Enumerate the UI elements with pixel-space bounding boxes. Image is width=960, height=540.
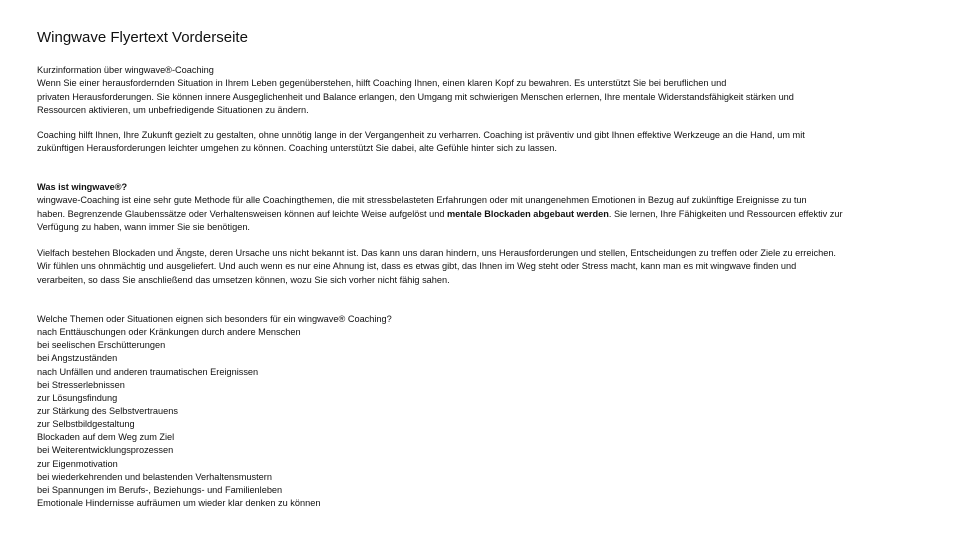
paragraph-blockaden (37, 247, 836, 287)
list-item: bei Weiterentwicklungsprozessen (37, 445, 174, 456)
section-kurzinformation (37, 64, 794, 117)
text-line: zukünftigen Herausforderungen leichter umgehen zu können. Coaching unterstützt Sie dabei, alte Gefühle hinter sich zu lassen. (37, 143, 557, 154)
text-line: Wir fühlen uns ohnmächtig und ausgeliefert. Und auch wenn es nur eine Ahnung ist, dass es etwas gibt, das Ihnen im Weg steht oder Stress macht, kann man es mit wingwave finden und (37, 261, 797, 272)
bold-text-segment: mentale Blockaden abgebaut werden (446, 208, 609, 219)
list-item: zur Eigenmotivation (37, 458, 118, 469)
text-line: privaten Herausforderungen. Sie können innere Ausgeglichenheit und Balance erlangen, den Umgang mit schwierigen Menschen erlernen, Ihre mentale Widerstandsfähigkeit stärken und (37, 91, 794, 102)
list-item: bei wiederkehrenden und belastenden Verhaltensmustern (37, 471, 272, 482)
list-item: bei Spannungen im Berufs-, Beziehungs- und Familienleben (37, 484, 283, 495)
text-line: Verfügung zu haben, wann immer Sie sie benötigen. (37, 221, 250, 232)
section-heading: Was ist wingwave®? (37, 182, 128, 192)
text-line: Wenn Sie einer herausfordernden Situation in Ihrem Leben gegenüberstehen, hilft Coaching Ihnen, einen klaren Kopf zu bewahren. Es unterstützt Sie bei beruflichen und (37, 78, 727, 89)
section-heading: Kurzinformation über wingwave®-Coaching (37, 65, 214, 75)
paragraph-coaching-zukunft (37, 129, 805, 156)
list-item: bei seelischen Erschütterungen (37, 340, 166, 351)
section-was-ist-wingwave (37, 181, 843, 234)
text-segment: . Sie lernen, Ihre Fähigkeiten und Ressourcen effektiv zur (608, 208, 843, 219)
text-line: Coaching hilft Ihnen, Ihre Zukunft gezielt zu gestalten, ohne unnötig lange in der Vergangenheit zu verharren. Coaching ist präventiv und gibt Ihnen effektive Werkzeuge an die Hand, um mit (37, 130, 805, 140)
list-item: zur Stärkung des Selbstvertrauens (37, 405, 178, 416)
text-line: Vielfach bestehen Blockaden und Ängste, deren Ursache uns nicht bekannt ist. Das kann uns daran hindern, uns Herausforderungen und stellen, Entscheidungen zu treffen oder Ziele zu erreichen. (37, 248, 836, 258)
text-line (37, 208, 843, 221)
text-segment: haben. Begrenzende Glaubenssätze oder Verhaltensweisen können auf leichte Weise aufgelöst und (37, 208, 447, 219)
list-item: nach Enttäuschungen oder Kränkungen durch andere Menschen (37, 327, 301, 338)
list-item: bei Stresserlebnissen (37, 379, 125, 390)
section-themen (37, 313, 392, 510)
section-heading: Welche Themen oder Situationen eignen sich besonders für ein wingwave® Coaching? (37, 314, 392, 324)
list-item: zur Selbstbildgestaltung (37, 419, 135, 430)
text-line: verarbeiten, so dass Sie anschließend das umsetzen können, wozu Sie sich vorher nicht fähig sahen. (37, 274, 450, 285)
text-line: Ressourcen aktivieren, um unbefriedigende Situationen zu ändern. (37, 104, 309, 115)
text-line: wingwave-Coaching ist eine sehr gute Methode für alle Coachingthemen, die mit stressbelasteten Erfahrungen oder mit unangenehmen Emotionen in Bezug auf zukünftige Ereignisse zu tun (37, 195, 807, 206)
list-item: Blockaden auf dem Weg zum Ziel (37, 432, 175, 443)
page-title: Wingwave Flyertext Vorderseite (37, 29, 248, 46)
list-item: zur Lösungsfindung (37, 392, 118, 403)
list-item: bei Angstzuständen (37, 353, 118, 364)
list-item: nach Unfällen und anderen traumatischen Ereignissen (37, 366, 259, 377)
list-item: Emotionale Hindernisse aufräumen um wieder klar denken zu können (37, 497, 321, 508)
